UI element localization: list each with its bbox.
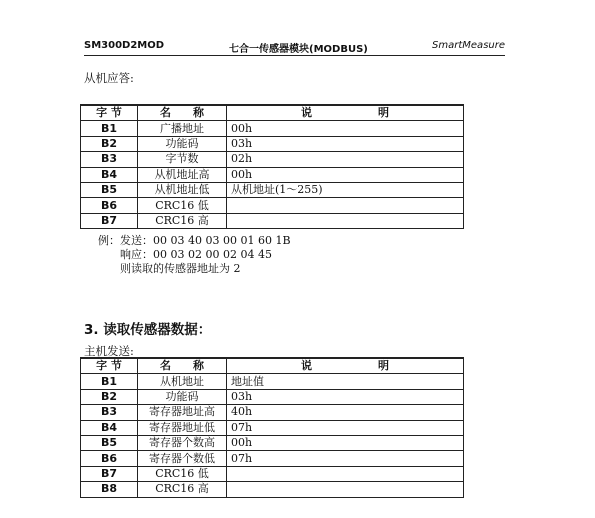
example-block [98, 234, 291, 276]
cell-name: 从机地址高 [138, 167, 227, 182]
cell-byte: B4 [81, 420, 138, 435]
cell-desc: 00h [227, 435, 464, 450]
col-desc: 说 明 [227, 358, 464, 374]
cell-byte: B2 [81, 389, 138, 404]
cell-desc [227, 198, 464, 213]
cell-desc: 03h [227, 389, 464, 404]
cell-name: 从机地址低 [138, 182, 227, 197]
cell-name: 广播地址 [138, 121, 227, 136]
col-name: 名 称 [138, 358, 227, 374]
cell-desc: 02h [227, 152, 464, 167]
example-note: 则读取的传感器地址为 2 [120, 262, 241, 275]
cell-desc: 地址值 [227, 374, 464, 389]
table-row [81, 213, 464, 228]
cell-byte: B1 [81, 374, 138, 389]
cell-name: 寄存器地址低 [138, 420, 227, 435]
cell-desc [227, 213, 464, 228]
cell-byte: B6 [81, 198, 138, 213]
cell-byte: B4 [81, 167, 138, 182]
cell-desc: 00h [227, 121, 464, 136]
cell-byte: B3 [81, 152, 138, 167]
table-header-row [81, 105, 464, 121]
table-row [81, 420, 464, 435]
table-row [81, 389, 464, 404]
cell-desc: 07h [227, 451, 464, 466]
table-row [81, 405, 464, 420]
cell-byte: B6 [81, 451, 138, 466]
table-row [81, 152, 464, 167]
cell-desc: 00h [227, 167, 464, 182]
cell-name: 功能码 [138, 136, 227, 151]
cell-name: CRC16 低 [138, 198, 227, 213]
cell-desc: 07h [227, 420, 464, 435]
cell-desc: 40h [227, 405, 464, 420]
cell-desc [227, 482, 464, 497]
cell-byte: B7 [81, 213, 138, 228]
table-row [81, 374, 464, 389]
table-header-row [81, 358, 464, 374]
cell-byte: B2 [81, 136, 138, 151]
section-heading: 3. 读取传感器数据： [84, 322, 212, 338]
master-send-label: 主机发送: [84, 344, 134, 358]
cell-name: 字节数 [138, 152, 227, 167]
slave-reply-table [80, 104, 464, 229]
cell-name: 功能码 [138, 389, 227, 404]
cell-name: CRC16 低 [138, 466, 227, 481]
col-name: 名 称 [138, 105, 227, 121]
table-row [81, 451, 464, 466]
cell-name: 寄存器地址高 [138, 405, 227, 420]
cell-name: CRC16 高 [138, 213, 227, 228]
cell-byte: B7 [81, 466, 138, 481]
example-send: 例：发送：00 03 40 03 00 01 60 1B [98, 234, 291, 247]
table-row [81, 435, 464, 450]
page-header [84, 40, 505, 56]
master-send-table [80, 357, 464, 498]
example-reply: 响应：00 03 02 00 02 04 45 [120, 248, 272, 261]
table-row [81, 136, 464, 151]
table-row [81, 182, 464, 197]
cell-name: 寄存器个数低 [138, 451, 227, 466]
cell-desc: 03h [227, 136, 464, 151]
table-row [81, 198, 464, 213]
col-byte: 字 节 [81, 105, 138, 121]
header-brand: SmartMeasure [432, 40, 505, 51]
header-model: SM300D2MOD [84, 40, 165, 51]
cell-name: CRC16 高 [138, 482, 227, 497]
cell-byte: B8 [81, 482, 138, 497]
table-row [81, 167, 464, 182]
cell-desc [227, 466, 464, 481]
col-desc: 说 明 [227, 105, 464, 121]
col-byte: 字 节 [81, 358, 138, 374]
header-title: 七合一传感器模块(MODBUS) [229, 44, 368, 55]
cell-name: 从机地址 [138, 374, 227, 389]
header-divider [84, 55, 505, 56]
table-row [81, 482, 464, 497]
cell-byte: B5 [81, 435, 138, 450]
table-row [81, 466, 464, 481]
cell-name: 寄存器个数高 [138, 435, 227, 450]
cell-byte: B5 [81, 182, 138, 197]
cell-byte: B1 [81, 121, 138, 136]
cell-desc: 从机地址(1～255) [227, 182, 464, 197]
table-row [81, 121, 464, 136]
slave-reply-label: 从机应答: [84, 71, 134, 85]
cell-byte: B3 [81, 405, 138, 420]
